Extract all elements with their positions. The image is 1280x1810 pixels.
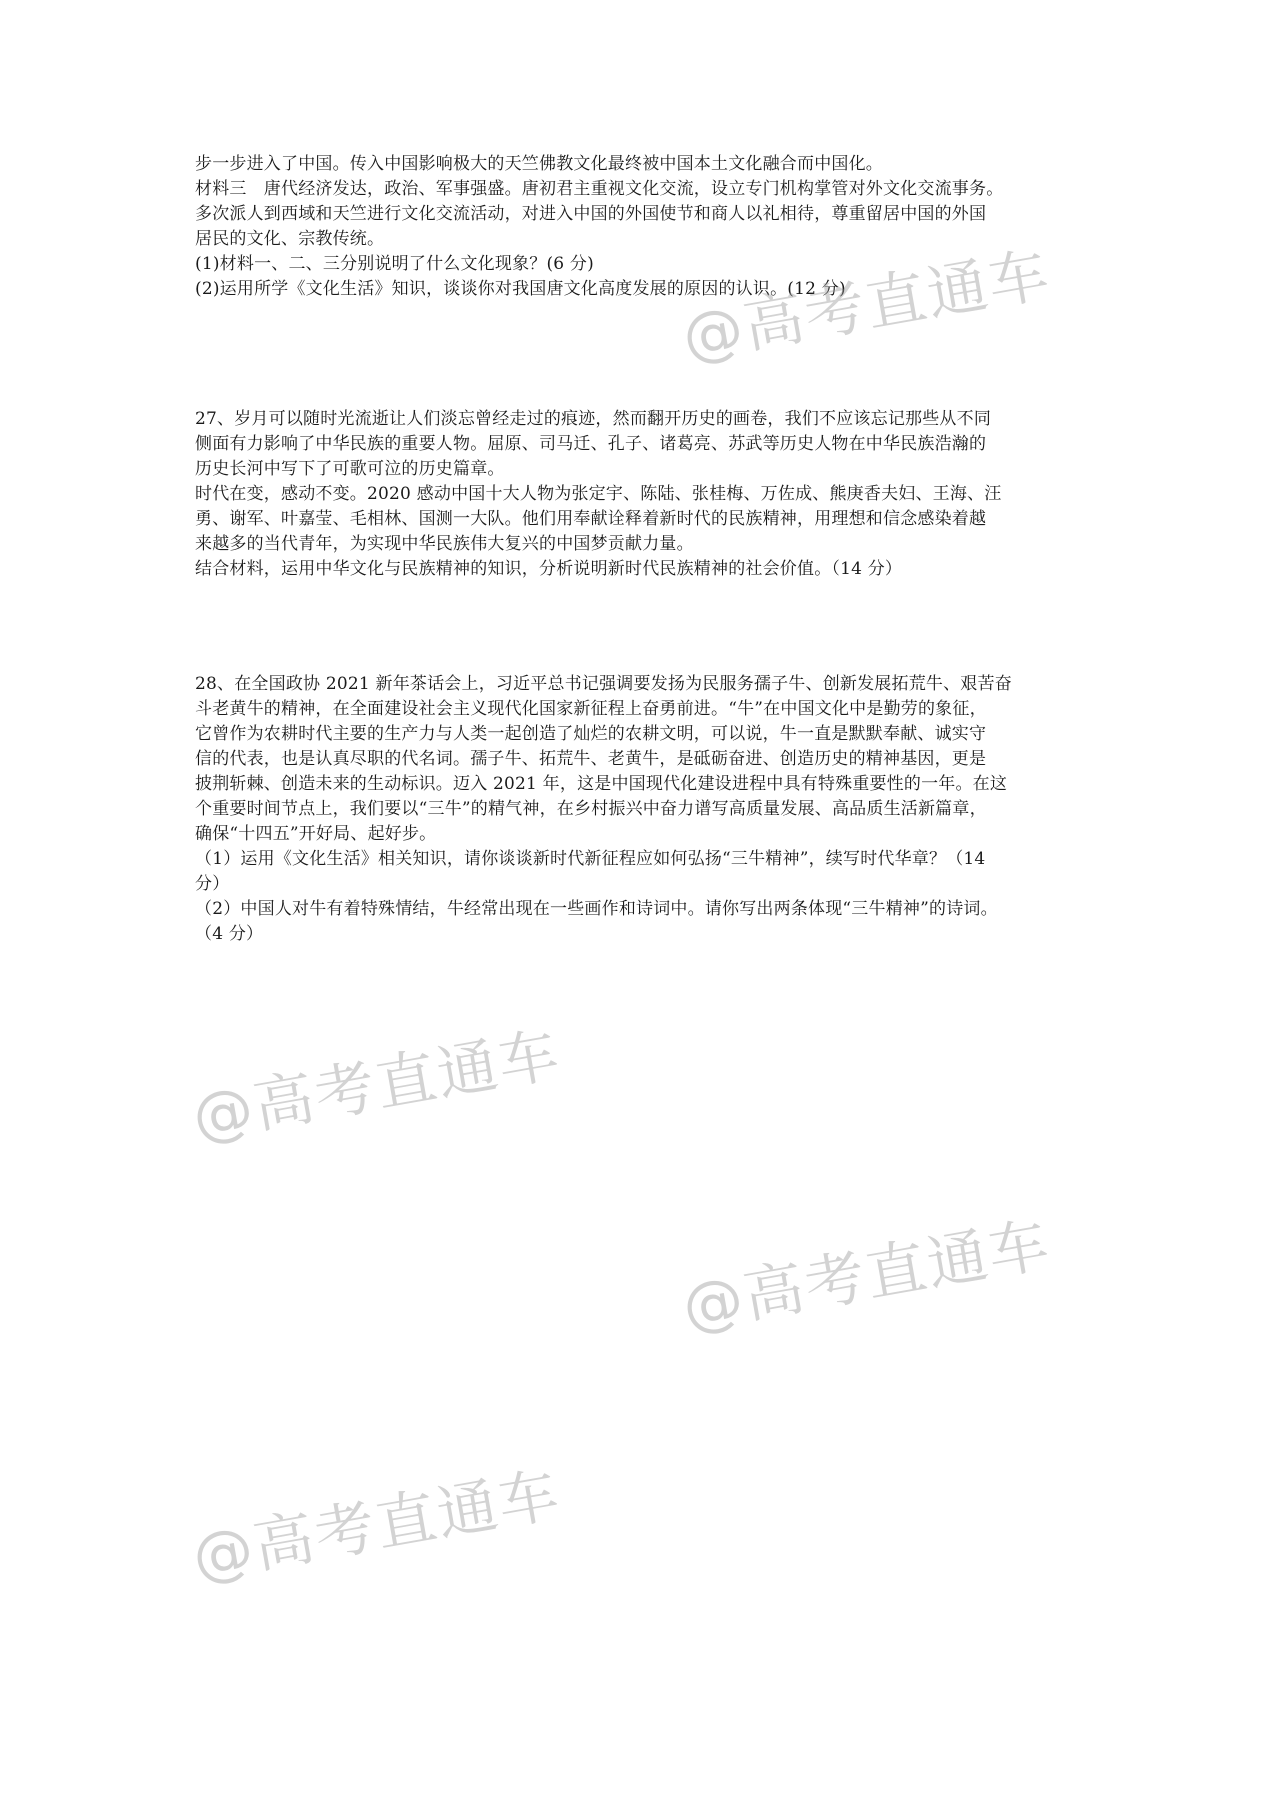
question-27-prompt: 结合材料，运用中华文化与民族精神的知识，分析说明新时代民族精神的社会价值。（14 分） <box>195 559 903 579</box>
text-line: 个重要时间节点上，我们要以“三牛”的精气神，在乡村振兴中奋力谱写高质量发展、高品质生活新篇章， <box>195 799 987 819</box>
question-28-part-2: （2）中国人对牛有着特殊情结，牛经常出现在一些画作和诗词中。请你写出两条体现“三牛精神”的诗词。 <box>195 899 998 919</box>
watermark: @高考直通车 <box>187 1459 566 1594</box>
question-28 <box>195 672 1095 947</box>
text-line: 确保“十四五”开好局、起好步。 <box>195 824 437 844</box>
question-27 <box>195 407 1095 582</box>
text-line: 侧面有力影响了中华民族的重要人物。屈原、司马迁、孔子、诸葛亮、苏武等历史人物在中华民族浩瀚的 <box>195 434 987 454</box>
material-three-section <box>195 152 1095 302</box>
question-28-part-1-cont: 分） <box>195 874 230 894</box>
text-line: 信的代表，也是认真尽职的代名词。孺子牛、拓荒牛、老黄牛，是砥砺奋进、创造历史的精神基因，更是 <box>195 749 987 769</box>
text-line: 步一步进入了中国。传入中国影响极大的天竺佛教文化最终被中国本土文化融合而中国化。 <box>195 154 883 174</box>
watermark: @高考直通车 <box>677 1209 1056 1344</box>
watermark: @高考直通车 <box>187 1019 566 1154</box>
text-line: 它曾作为农耕时代主要的生产力与人类一起创造了灿烂的农耕文明，可以说，牛一直是默默奉献、诚实守 <box>195 724 987 744</box>
text-line: 居民的文化、宗教传统。 <box>195 229 385 249</box>
text-line: 斗老黄牛的精神，在全面建设社会主义现代化国家新征程上奋勇前进。“牛”在中国文化中是勤劳的象征， <box>195 699 987 719</box>
question-28-part-2-cont: （4 分） <box>195 924 264 944</box>
question-28-part-1: （1）运用《文化生活》相关知识，请你谈谈新时代新征程应如何弘扬“三牛精神”，续写时代华章？（14 <box>195 849 986 869</box>
text-line: 28、在全国政协 2021 新年茶话会上，习近平总书记强调要发扬为民服务孺子牛、创新发展拓荒牛、艰苦奋 <box>195 674 1012 694</box>
text-line: 披荆斩棘、创造未来的生动标识。迈入 2021 年，这是中国现代化建设进程中具有特殊重要性的一年。在这 <box>195 774 1008 794</box>
watermark: @高考直通车 <box>677 239 1056 374</box>
text-line: 27、岁月可以随时光流逝让人们淡忘曾经走过的痕迹，然而翻开历史的画卷，我们不应该忘记那些从不同 <box>195 409 992 429</box>
text-line: 多次派人到西域和天竺进行文化交流活动，对进入中国的外国使节和商人以礼相待，尊重留居中国的外国 <box>195 204 987 224</box>
text-line: 勇、谢军、叶嘉莹、毛相林、国测一大队。他们用奉献诠释着新时代的民族精神，用理想和信念感染着越 <box>195 509 987 529</box>
text-line: 材料三 唐代经济发达，政治、军事强盛。唐初君主重视文化交流，设立专门机构掌管对外文化交流事务。 <box>195 179 1004 199</box>
question-26-part-1: (1)材料一、二、三分别说明了什么文化现象？(6 分) <box>195 254 594 274</box>
text-line: 来越多的当代青年，为实现中华民族伟大复兴的中国梦贡献力量。 <box>195 534 694 554</box>
text-line: 历史长河中写下了可歌可泣的历史篇章。 <box>195 459 505 479</box>
text-line: 时代在变，感动不变。2020 感动中国十大人物为张定宇、陈陆、张桂梅、万佐成、熊庚香夫妇、王海、汪 <box>195 484 1002 504</box>
question-26-part-2: (2)运用所学《文化生活》知识，谈谈你对我国唐文化高度发展的原因的认识。(12 分) <box>195 279 846 299</box>
